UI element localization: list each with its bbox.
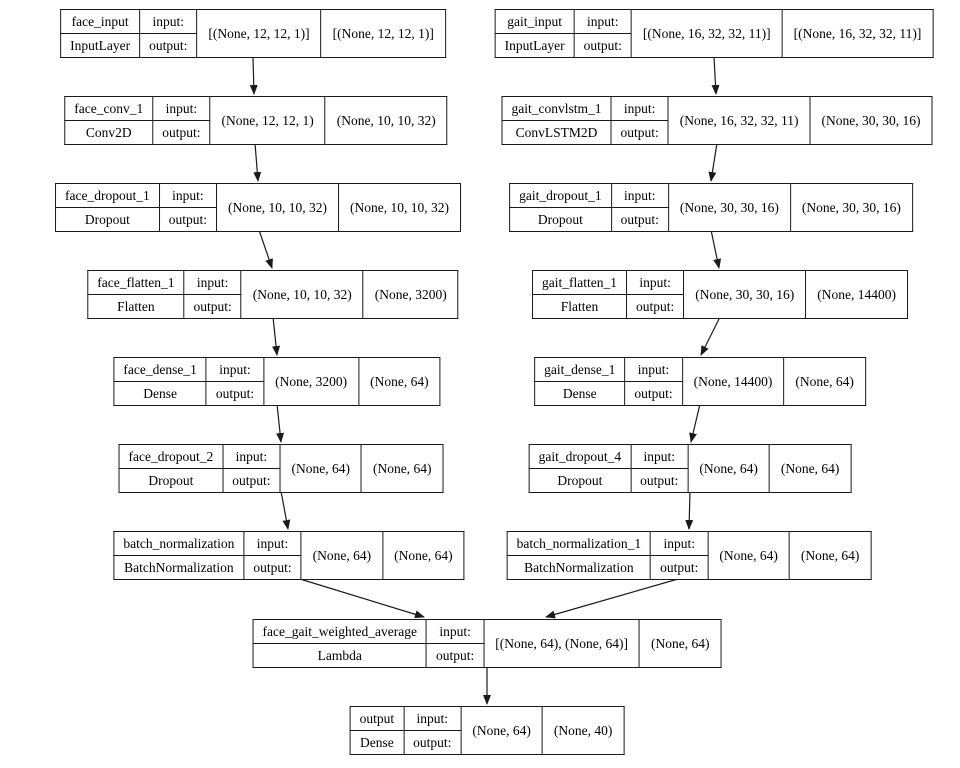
- edge-batch_normalization-weighted_average: [300, 579, 424, 617]
- layer-node-gait_dropout_4: [529, 444, 852, 493]
- input-shape: (None, 12, 12, 1): [210, 97, 325, 145]
- layer-node-gait_dropout_1: [509, 183, 913, 232]
- output-shape: (None, 64): [789, 532, 870, 580]
- output-shape: (None, 64): [784, 358, 865, 406]
- output-label: output:: [574, 34, 631, 58]
- layer-type: Dense: [535, 382, 625, 406]
- input-shape: (None, 64): [301, 532, 382, 580]
- layer-node-batch_normalization: [113, 531, 464, 580]
- output-label: output:: [140, 34, 197, 58]
- input-label: input:: [153, 97, 210, 121]
- layer-name: face_dropout_2: [119, 445, 223, 469]
- input-label: input:: [426, 620, 483, 644]
- layer-node-gait_dense_1: [534, 357, 866, 406]
- input-label: input:: [631, 445, 688, 469]
- layer-type: Dropout: [529, 469, 631, 493]
- layer-type: Dropout: [119, 469, 223, 493]
- input-label: input:: [611, 184, 668, 208]
- edge-gait_convlstm_1-gait_dropout_1: [711, 143, 717, 181]
- input-label: input:: [574, 10, 631, 34]
- layer-node-face_flatten_1: [87, 270, 458, 319]
- output-label: output:: [426, 644, 483, 668]
- layer-node-output: [350, 706, 625, 755]
- input-shape: (None, 64): [688, 445, 769, 493]
- input-label: input:: [651, 532, 708, 556]
- input-shape: (None, 64): [708, 532, 789, 580]
- layer-type: Lambda: [253, 644, 426, 668]
- edge-batch_normalization_1-weighted_average: [546, 579, 678, 617]
- layer-name: gait_input: [495, 10, 574, 34]
- input-shape: (None, 3200): [264, 358, 359, 406]
- layer-type: Dense: [350, 731, 404, 755]
- layer-type: Flatten: [88, 295, 184, 319]
- input-shape: (None, 64): [280, 445, 361, 493]
- edge-face_flatten_1-face_dense_1: [273, 317, 277, 355]
- layer-type: Dropout: [56, 208, 160, 232]
- input-shape: (None, 10, 10, 32): [217, 184, 339, 232]
- layer-name: face_gait_weighted_average: [253, 620, 426, 644]
- output-shape: (None, 64): [359, 358, 440, 406]
- output-shape: (None, 14400): [806, 271, 908, 319]
- output-shape: (None, 64): [769, 445, 850, 493]
- layer-type: Conv2D: [65, 121, 153, 145]
- layer-name: batch_normalization: [114, 532, 244, 556]
- input-shape: [(None, 64), (None, 64)]: [484, 620, 640, 668]
- output-shape: (None, 64): [639, 620, 720, 668]
- output-label: output:: [651, 556, 708, 580]
- input-label: input:: [244, 532, 301, 556]
- output-label: output:: [153, 121, 210, 145]
- layer-node-face_dropout_2: [119, 444, 444, 493]
- layer-name: face_dropout_1: [56, 184, 160, 208]
- input-label: input:: [611, 97, 668, 121]
- edge-face_dropout_2-batch_normalization: [281, 491, 288, 529]
- output-label: output:: [244, 556, 301, 580]
- layer-type: Dense: [114, 382, 206, 406]
- input-label: input:: [625, 358, 682, 382]
- input-shape: (None, 30, 30, 16): [684, 271, 806, 319]
- layer-node-gait_input: [495, 9, 934, 58]
- input-label: input:: [184, 271, 241, 295]
- layer-node-batch_normalization_1: [507, 531, 872, 580]
- edge-gait_dense_1-gait_dropout_4: [691, 404, 700, 442]
- output-label: output:: [223, 469, 280, 493]
- output-shape: (None, 64): [361, 445, 442, 493]
- input-shape: (None, 10, 10, 32): [241, 271, 363, 319]
- output-label: output:: [206, 382, 263, 406]
- layer-node-face_dense_1: [113, 357, 440, 406]
- input-label: input:: [223, 445, 280, 469]
- input-shape: (None, 14400): [682, 358, 784, 406]
- output-shape: (None, 10, 10, 32): [325, 97, 447, 145]
- output-label: output:: [627, 295, 684, 319]
- output-label: output:: [611, 121, 668, 145]
- output-label: output:: [631, 469, 688, 493]
- layer-name: gait_dense_1: [535, 358, 625, 382]
- output-shape: [(None, 16, 32, 32, 11)]: [782, 10, 933, 58]
- layer-type: Flatten: [533, 295, 627, 319]
- output-shape: (None, 30, 30, 16): [810, 97, 932, 145]
- layer-name: gait_dropout_1: [510, 184, 612, 208]
- layer-node-face_gait_weighted_average: [253, 619, 722, 668]
- output-shape: (None, 64): [383, 532, 464, 580]
- output-shape: (None, 3200): [363, 271, 458, 319]
- edge-gait_dropout_4-batch_normalization_1: [689, 491, 690, 529]
- layer-name: face_input: [61, 10, 140, 34]
- layer-type: BatchNormalization: [507, 556, 650, 580]
- layer-name: gait_convlstm_1: [502, 97, 611, 121]
- input-shape: [(None, 12, 12, 1)]: [197, 10, 321, 58]
- output-shape: (None, 30, 30, 16): [790, 184, 912, 232]
- layer-node-face_input: [60, 9, 446, 58]
- layer-node-gait_convlstm_1: [502, 96, 933, 145]
- output-label: output:: [611, 208, 668, 232]
- input-shape: (None, 16, 32, 32, 11): [668, 97, 810, 145]
- input-shape: (None, 64): [461, 707, 542, 755]
- output-shape: (None, 40): [542, 707, 623, 755]
- edge-face_conv_1-face_dropout_1: [255, 143, 258, 181]
- input-shape: (None, 30, 30, 16): [668, 184, 790, 232]
- layer-name: face_flatten_1: [88, 271, 184, 295]
- edge-face_dense_1-face_dropout_2: [277, 404, 281, 442]
- layer-name: face_dense_1: [114, 358, 206, 382]
- layer-node-gait_flatten_1: [532, 270, 908, 319]
- input-label: input:: [140, 10, 197, 34]
- edge-face_input-face_conv_1: [253, 57, 254, 94]
- layer-name: batch_normalization_1: [507, 532, 650, 556]
- layer-type: InputLayer: [61, 34, 140, 58]
- input-label: input:: [404, 707, 461, 731]
- layer-name: gait_dropout_4: [529, 445, 631, 469]
- edge-face_dropout_1-face_flatten_1: [259, 230, 272, 268]
- input-label: input:: [627, 271, 684, 295]
- output-label: output:: [159, 208, 216, 232]
- output-label: output:: [184, 295, 241, 319]
- layer-name: face_conv_1: [65, 97, 153, 121]
- input-label: input:: [159, 184, 216, 208]
- layer-name: output: [350, 707, 404, 731]
- output-label: output:: [404, 731, 461, 755]
- input-shape: [(None, 16, 32, 32, 11)]: [631, 10, 782, 58]
- layer-name: gait_flatten_1: [533, 271, 627, 295]
- edge-gait_dropout_1-gait_flatten_1: [711, 230, 719, 268]
- edge-gait_flatten_1-gait_dense_1: [701, 317, 720, 355]
- layer-type: BatchNormalization: [114, 556, 244, 580]
- layer-node-face_conv_1: [64, 96, 447, 145]
- layer-node-face_dropout_1: [55, 183, 461, 232]
- output-shape: [(None, 12, 12, 1)]: [321, 10, 445, 58]
- layer-type: ConvLSTM2D: [502, 121, 611, 145]
- input-label: input:: [206, 358, 263, 382]
- output-label: output:: [625, 382, 682, 406]
- edge-gait_input-gait_convlstm_1: [714, 57, 716, 94]
- output-shape: (None, 10, 10, 32): [338, 184, 460, 232]
- layer-type: InputLayer: [495, 34, 574, 58]
- layer-type: Dropout: [510, 208, 612, 232]
